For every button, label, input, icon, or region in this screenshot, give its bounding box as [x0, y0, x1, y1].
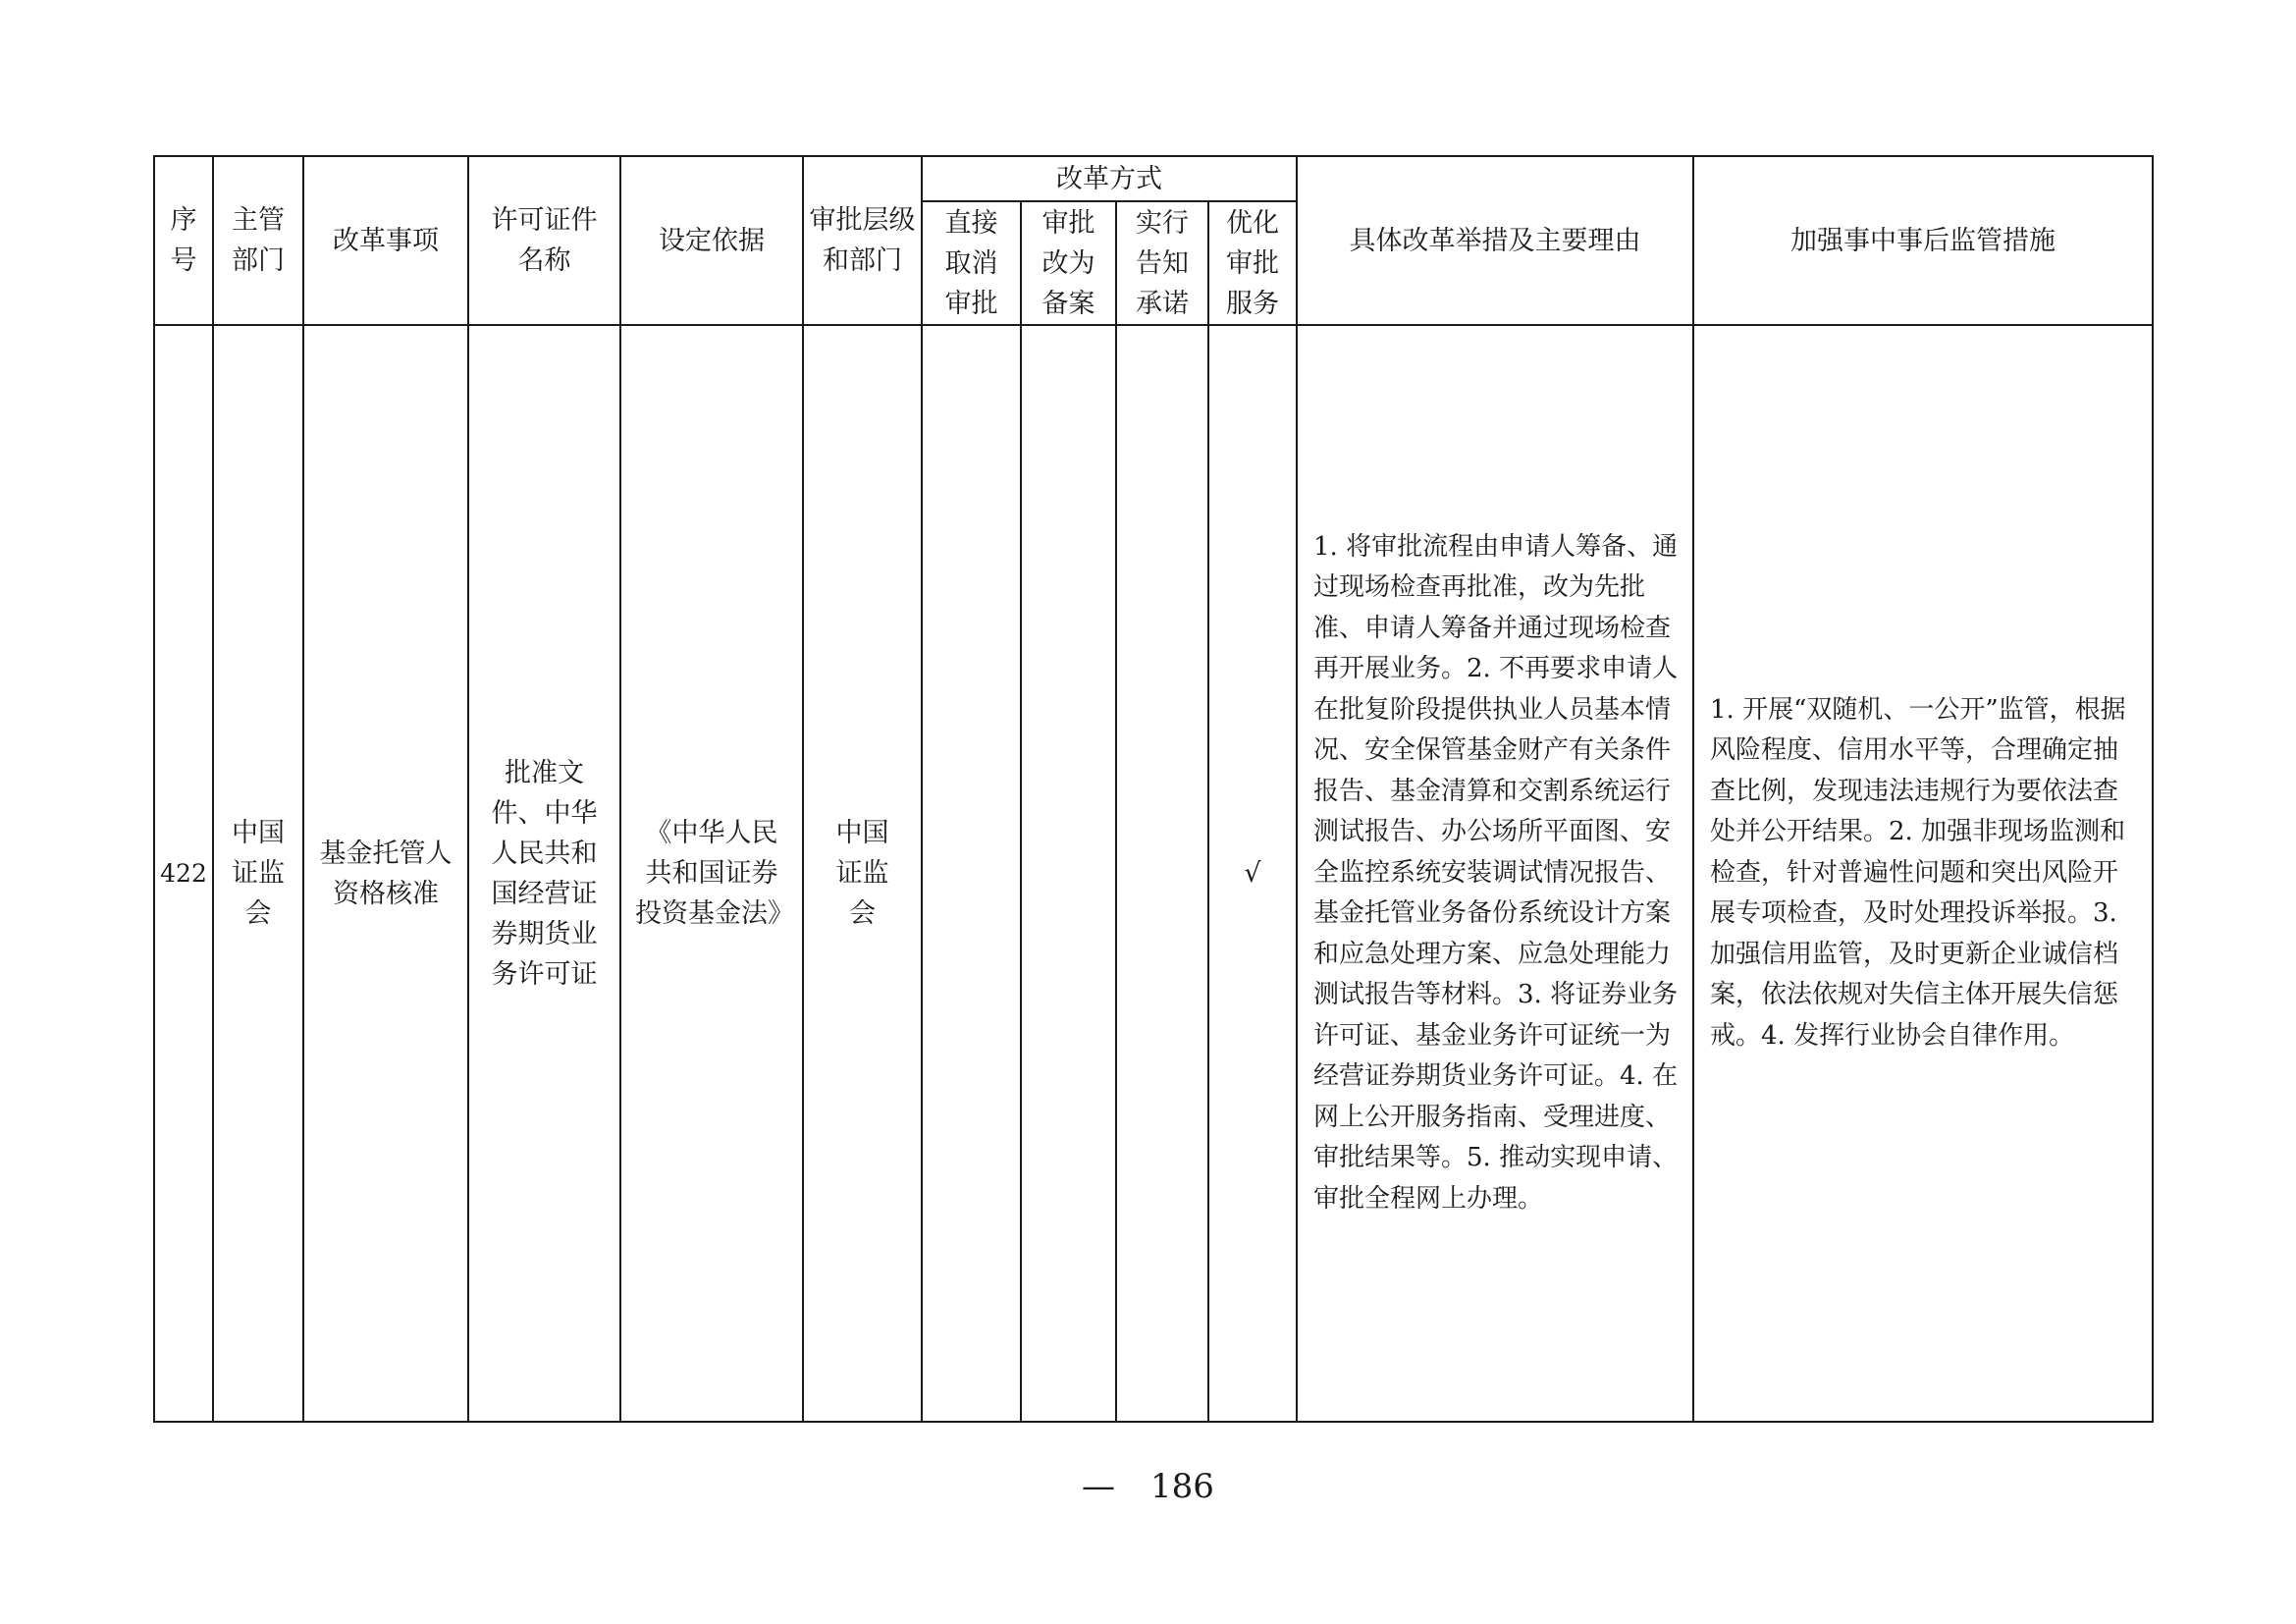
header-measures: 具体改革举措及主要理由 [1297, 156, 1693, 325]
cell-item: 基金托管人资格核准 [303, 325, 468, 1422]
cell-supervision: 1. 开展“双随机、一公开”监管，根据风险程度、信用水平等，合理确定抽查比例，发现违法违规行为要依法查处并公开结果。2. 加强非现场监测和检查，针对普遍性问题和突出风险开展专项检查，及时处理投诉举报。3. 加强信用监管，及时更新企业诚信档案，依法依规对失信主体开展失信惩戒。4. 发挥行业协会自律作用。 [1693, 325, 2153, 1422]
cell-mode-optimize [1208, 325, 1297, 1422]
page-footer [0, 1467, 2296, 1506]
header-license: 许可证件名称 [468, 156, 620, 325]
reform-table [153, 155, 2154, 1423]
header-seq: 序号 [154, 156, 213, 325]
header-item: 改革事项 [303, 156, 468, 325]
table-row [154, 325, 2153, 1422]
cell-level: 中国证监会 [803, 325, 922, 1422]
header-reform-mode: 改革方式 [922, 156, 1297, 201]
header-mode-notify: 实行告知承诺 [1116, 201, 1208, 325]
header-mode-optimize: 优化审批服务 [1208, 201, 1297, 325]
cell-dept: 中国证监会 [213, 325, 303, 1422]
checkmark: √ [1244, 858, 1261, 889]
cell-mode-filing [1021, 325, 1116, 1422]
cell-measures: 1. 将审批流程由申请人筹备、通过现场检查再批准，改为先批准、申请人筹备并通过现场检查再开展业务。2. 不再要求申请人在批复阶段提供执业人员基本情况、安全保管基金财产有关条件报告、基金清算和交割系统运行测试报告、办公场所平面图、安全监控系统安装调试情况报告、基金托管业务备份系统设计方案和应急处理方案、应急处理能力测试报告等材料。3. 将证券业务许可证、基金业务许可证统一为经营证券期货业务许可证。4. 在网上公开服务指南、受理进度、审批结果等。5. 推动实现申请、审批全程网上办理。 [1297, 325, 1693, 1422]
page-number: 186 [1150, 1467, 1214, 1506]
header-level: 审批层级和部门 [803, 156, 922, 325]
cell-license: 批准文件、中华人民共和国经营证券期货业务许可证 [468, 325, 620, 1422]
cell-basis: 《中华人民共和国证券投资基金法》 [620, 325, 803, 1422]
footer-dash: — [1082, 1467, 1116, 1506]
cell-mode-notify [1116, 325, 1208, 1422]
header-mode-cancel: 直接取消审批 [922, 201, 1021, 325]
header-dept: 主管部门 [213, 156, 303, 325]
cell-mode-cancel [922, 325, 1021, 1422]
header-basis: 设定依据 [620, 156, 803, 325]
header-mode-filing: 审批改为备案 [1021, 201, 1116, 325]
cell-seq: 422 [154, 325, 213, 1422]
header-row-top [154, 156, 2153, 201]
header-supervision: 加强事中事后监管措施 [1693, 156, 2153, 325]
